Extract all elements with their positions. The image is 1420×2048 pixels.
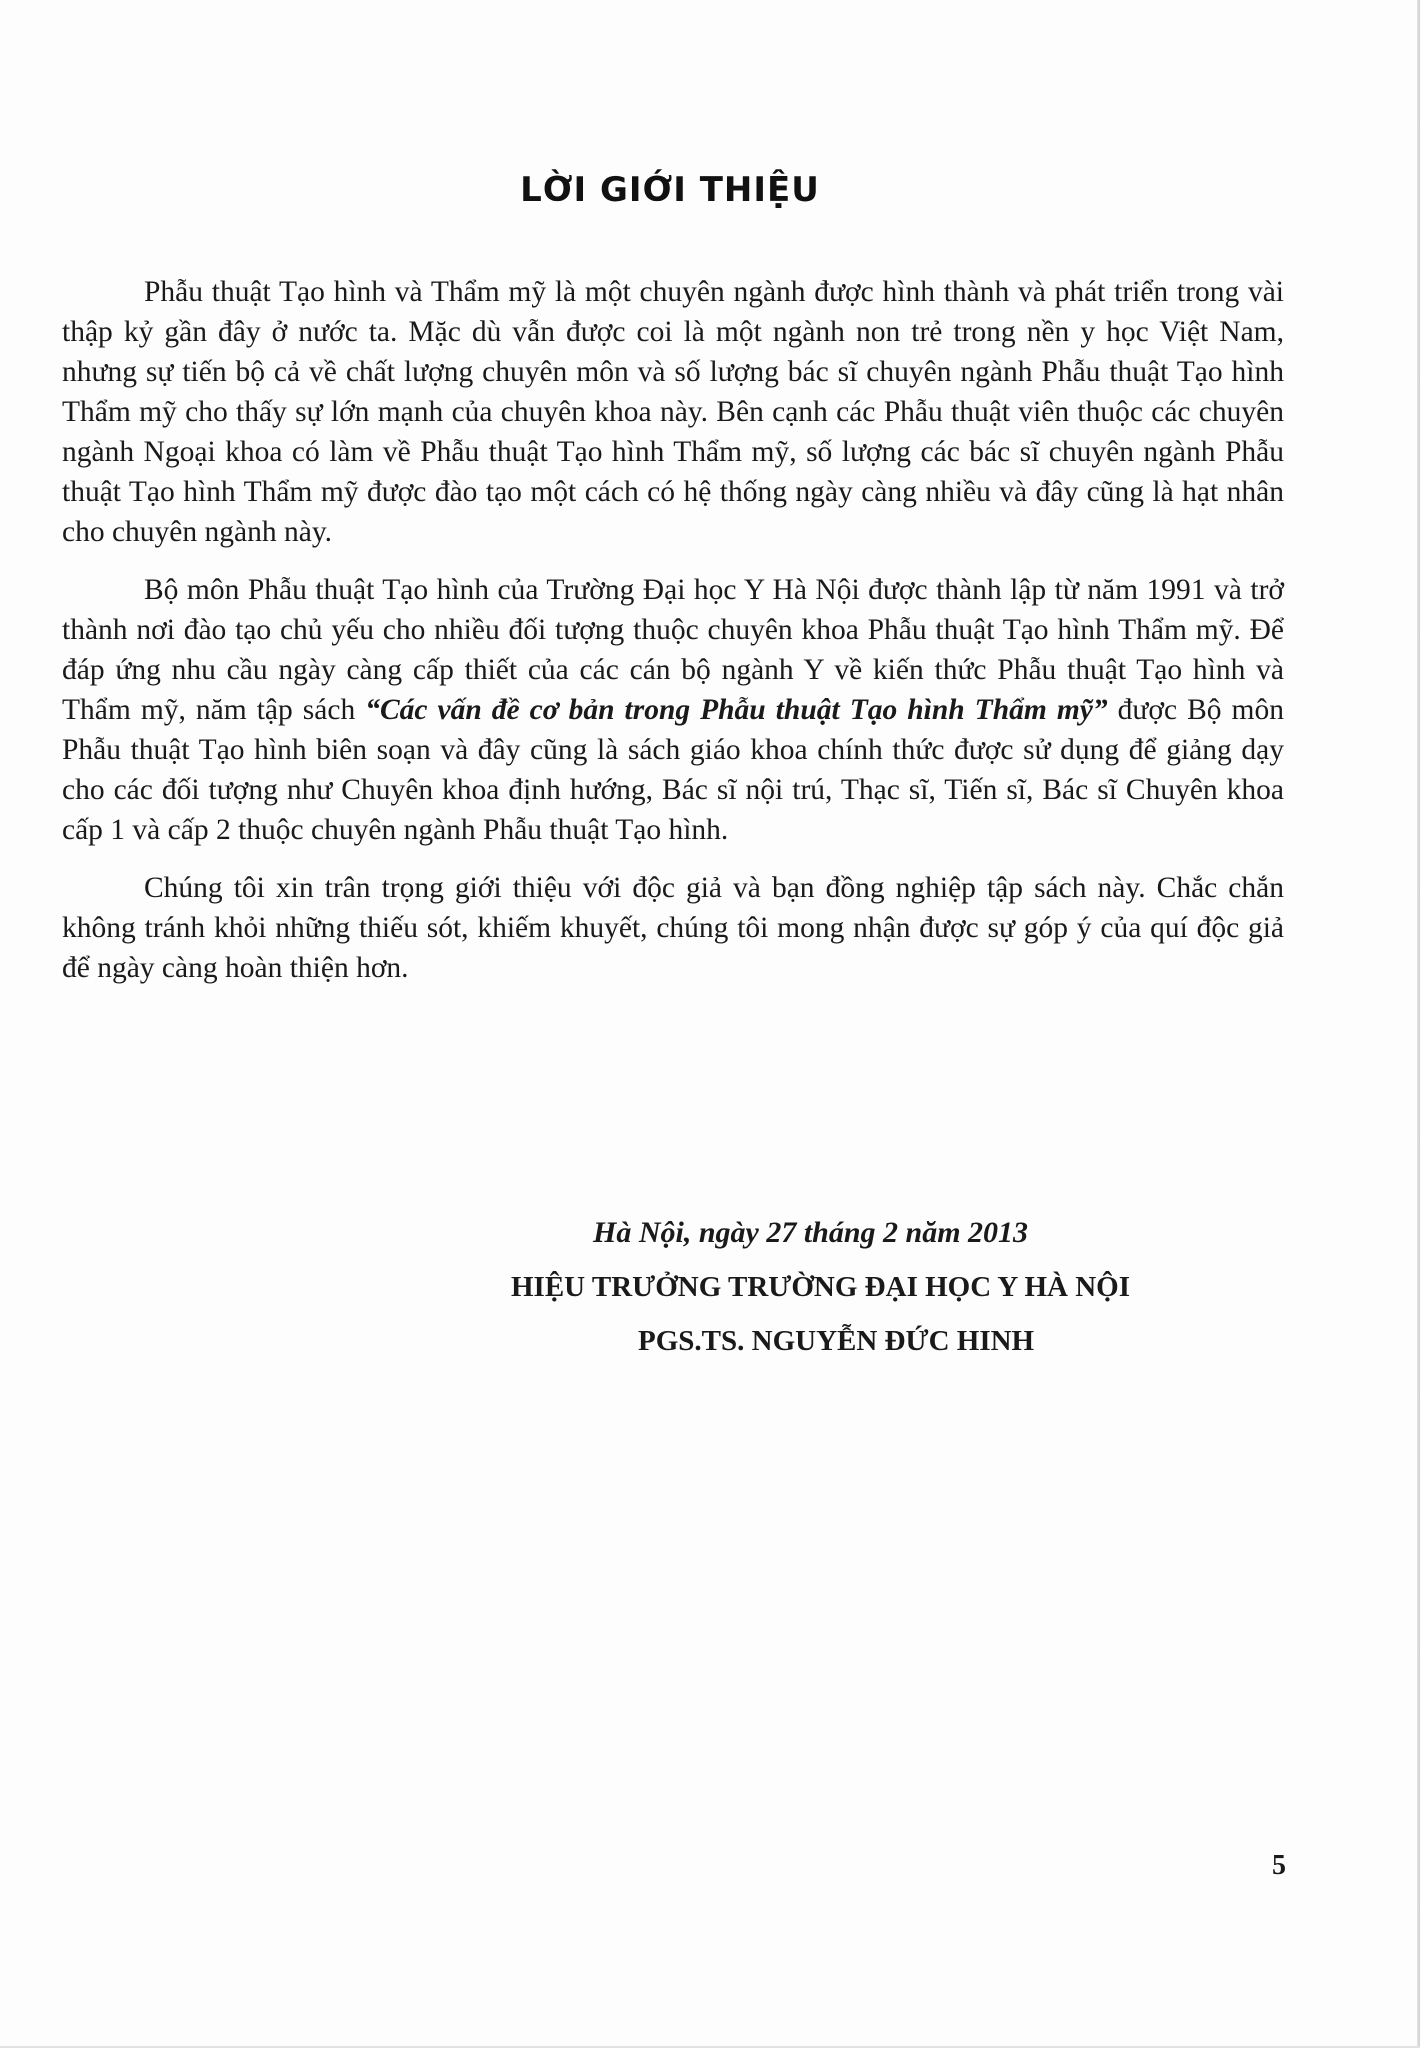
paragraph-department bbox=[62, 570, 1284, 850]
page-number: 5 bbox=[1272, 1850, 1286, 1881]
book-title: “Các vấn đề cơ bản trong Phẫu thuật Tạo hình Thẩm mỹ” bbox=[365, 694, 1108, 726]
page-title: LỜI GIỚI THIỆU bbox=[520, 170, 820, 210]
paragraph-department-text-end: được Bộ môn Phẫu thuật Tạo hình biên soạn và đây cũng là sách giáo khoa chính thức được sử dụng để giảng dạy cho các đối tượng như Chuyên khoa định hướng, Bác sĩ nội trú, Thạc sĩ, Tiến sĩ, Bác sĩ Chuyên khoa cấp 1 và cấp 2 thuộc chuyên ngành Phẫu thuật Tạo hình. bbox=[62, 694, 1284, 846]
signature-place-date: Hà Nội, ngày 27 tháng 2 năm 2013 bbox=[593, 1216, 1029, 1249]
paragraph-department-text-start: Bộ môn Phẫu thuật Tạo hình của Trường Đại học Y Hà Nội được thành lập từ năm 1991 và trở thành nơi đào tạo chủ yếu cho nhiều đối tượng thuộc chuyên khoa Phẫu thuật Tạo hình Thẩm mỹ. Để đáp ứng nhu cầu ngày càng cấp thiết của các cán bộ ngành Y về kiến thức Phẫu thuật Tạo hình và Thẩm mỹ, năm tập sách bbox=[62, 574, 1284, 726]
body-text bbox=[62, 272, 1284, 1006]
paragraph-closing: Chúng tôi xin trân trọng giới thiệu với độc giả và bạn đồng nghiệp tập sách này. Chắc chắn không tránh khỏi những thiếu sót, khiếm khuyết, chúng tôi mong nhận được sự góp ý của quí độc giả để ngày càng hoàn thiện hơn. bbox=[62, 872, 1284, 984]
signature-role: HIỆU TRƯỞNG TRƯỜNG ĐẠI HỌC Y HÀ NỘI bbox=[511, 1271, 1130, 1303]
signature-name: PGS.TS. NGUYỄN ĐỨC HINH bbox=[638, 1325, 1035, 1357]
paragraph-intro: Phẫu thuật Tạo hình và Thẩm mỹ là một chuyên ngành được hình thành và phát triển trong vài thập kỷ gần đây ở nước ta. Mặc dù vẫn được coi là một ngành non trẻ trong nền y học Việt Nam, nhưng sự tiến bộ cả về chất lượng chuyên môn và số lượng bác sĩ chuyên ngành Phẫu thuật Tạo hình Thẩm mỹ cho thấy sự lớn mạnh của chuyên khoa này. Bên cạnh các Phẫu thuật viên thuộc các chuyên ngành Ngoại khoa có làm về Phẫu thuật Tạo hình Thẩm mỹ, số lượng các bác sĩ chuyên ngành Phẫu thuật Tạo hình Thẩm mỹ được đào tạo một cách có hệ thống ngày càng nhiều và đây cũng là hạt nhân cho chuyên ngành này. bbox=[62, 276, 1284, 548]
